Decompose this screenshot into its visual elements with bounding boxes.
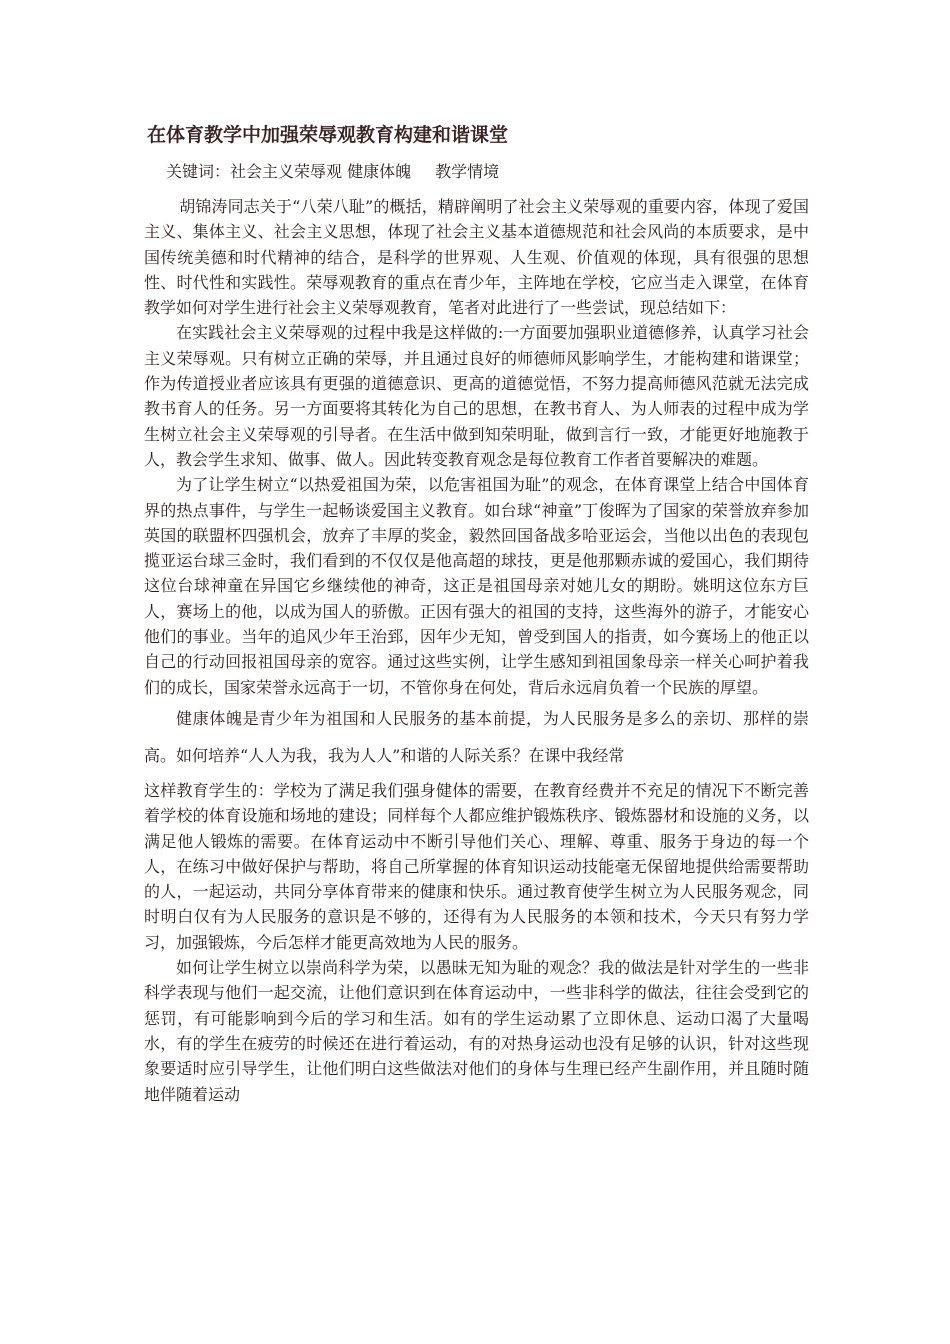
keyword: 健康体魄 [347,162,412,181]
keyword: 教学情境 [435,162,500,181]
paragraph: 健康体魄是青少年为祖国和人民服务的基本前提，为人民服务是多么的亲切、那样的崇高。如何培养“人人为我，我为人人”和谐的人际关系？在课中我经常 [144,708,809,765]
keyword: 社会主义荣辱观 [230,162,343,181]
paragraph: 为了让学生树立“以热爱祖国为荣，以危害祖国为耻”的观念，在体育课堂上结合中国体育界的热点事件，与学生一起畅谈爱国主义教育。如台球“神童”丁俊晖为了国家的荣誉放弃参加英国的联盟杯四强机会，放弃了丰厚的奖金，毅然回国备战多哈亚运会，当他以出色的表现包揽亚运台球三金时，我们看到的不仅仅是他高超的球技，更是他那颗赤诚的爱国心，我们期待这位台球神童在异国它乡继续他的神奇，这正是祖国母亲对她儿女的期盼。姚明这位东方巨人，赛场上的他，以成为国人的骄傲。正因有强大的祖国的支持，这些海外的游子，才能安心他们的事业。当年的追风少年王治郅，因年少无知，曾受到国人的指责，如今赛场上的他正以自己的行动回报祖国母亲的宽容。通过这些实例，让学生感知到祖国象母亲一样关心呵护着我们的成长，国家荣誉永远高于一切，不管你身在何处，背后永远肩负着一个民族的厚望。 [144,475,809,697]
keywords-line [166,158,809,186]
paragraph: 胡锦涛同志关于“八荣八耻”的概括，精辟阐明了社会主义荣辱观的重要内容，体现了爱国主义、集体主义、社会主义思想，体现了社会主义基本道德规范和社会风尚的本质要求，是中国传统美德和时代精神的结合，是科学的世界观、人生观、价值观的体现，具有很强的思想性、时代性和实践性。荣辱观教育的重点在青少年，主阵地在学校，它应当走入课堂，在体育教学如何对学生进行社会主义荣辱观教育，笔者对此进行了一些尝试，现总结如下： [144,197,809,318]
paragraph: 如何让学生树立以崇尚科学为荣，以愚昧无知为耻的观念？我的做法是针对学生的一些非科学表现与他们一起交流，让他们意识到在体育运动中，一些非科学的做法，往往会受到它的惩罚，有可能影响到今后的学习和生活。如有的学生运动累了立即休息、运动口渴了大量喝水，有的学生在疲劳的时候还在进行着运动，有的对热身运动也没有足够的认识，针对这些现象要适时应引导学生，让他们明白这些做法对他们的身体与生理已经产生副作用，并且随时随地伴随着运动 [144,958,809,1104]
document-title: 在体育教学中加强荣辱观教育构建和谐课堂 [147,124,509,146]
paragraph: 在实践社会主义荣辱观的过程中我是这样做的:一方面要加强职业道德修养，认真学习社会主义荣辱观。只有树立正确的荣辱，并且通过良好的师德师风影响学生，才能构建和谐课堂；作为传道授业者应该具有更强的道德意识、更高的道德觉悟，不努力提高师德风范就无法完成教书育人的任务。另一方面要将其转化为自己的思想，在教书育人、为人师表的过程中成为学生树立社会主义荣辱观的引导者。在生活中做到知荣明耻，做到言行一致，才能更好地施教于人，教会学生求知、做事、做人。因此转变教育观念是每位教育工作者首要解决的难题。 [144,323,809,469]
document-page [144,118,809,1107]
keywords-label: 关键词： [166,162,231,181]
paragraph: 这样教育学生的：学校为了满足我们强身健体的需要，在教育经费并不充足的情况下不断完善着学校的体育设施和场地的建设；同样每个人都应维护锻炼秩序、锻炼器材和设施的义务，以满足他人锻炼的需要。在体育运动中不断引导他们关心、理解、尊重、服务于身边的每一个人，在练习中做好保护与帮助，将自己所掌握的体育知识运动技能毫无保留地提供给需要帮助的人，一起运动，共同分享体育带来的健康和快乐。通过教育使学生树立为人民服务观念，同时明白仅有为人民服务的意识是不够的，还得有为人民服务的本领和技术，今天只有努力学习，加强锻炼，今后怎样才能更高效地为人民的服务。 [144,780,809,952]
